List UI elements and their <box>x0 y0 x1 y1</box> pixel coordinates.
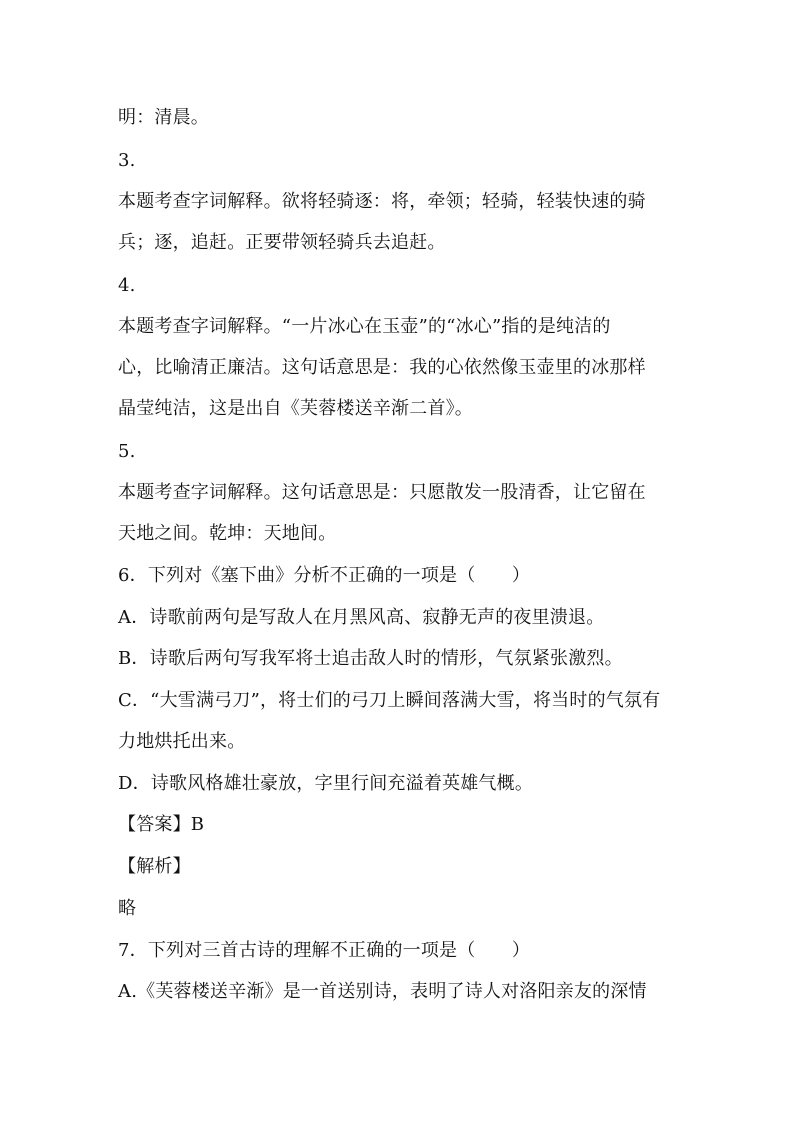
text-line: 本题考查字词解释。欲将轻骑逐：将，牵领；轻骑，轻装快速的骑 <box>118 191 646 212</box>
text-line: 晶莹纯洁，这是出自《芙蓉楼送辛渐二首》。 <box>118 398 473 419</box>
text-line: 心，比喻清正廉洁。这句话意思是：我的心依然像玉壶里的冰那样 <box>118 357 646 378</box>
text-line: 兵；逐，追赶。正要带领轻骑兵去追赶。 <box>118 232 446 253</box>
text-line: 本题考查字词解释。这句话意思是：只愿散发一股清香，让它留在 <box>118 482 646 503</box>
option-d: D．诗歌风格雄壮豪放，字里行间充溢着英雄气概。 <box>118 773 534 794</box>
question-stem: 6．下列对《塞下曲》分析不正确的一项是（ ） <box>118 565 531 586</box>
analysis-text: 略 <box>118 898 137 919</box>
text-line: 本题考查字词解释。“一片冰心在玉壶”的“冰心”指的是纯洁的 <box>118 316 611 337</box>
answer-label: 【答案】B <box>118 814 205 835</box>
text-line: 天地之间。乾坤：天地间。 <box>118 523 337 544</box>
question-stem: 7．下列对三首古诗的理解不正确的一项是（ ） <box>118 940 531 961</box>
question-number: 4. <box>118 275 136 296</box>
option-c: C．“大雪满弓刀”，将士们的弓刀上瞬间落满大雪，将当时的气氛有 <box>118 690 661 711</box>
question-number: 3. <box>118 150 136 171</box>
text-line: 力地烘托出来。 <box>118 731 246 752</box>
option-b: B．诗歌后两句写我军将士追击敌人时的情形，气氛紧张激烈。 <box>118 648 623 669</box>
question-number: 5. <box>118 441 136 462</box>
option-a: A.《芙蓉楼送辛渐》是一首送别诗，表明了诗人对洛阳亲友的深情 <box>118 981 647 1002</box>
option-a: A．诗歌前两句是写敌人在月黑风高、寂静无声的夜里溃退。 <box>118 607 605 628</box>
text-line: 明：清晨。 <box>118 107 209 128</box>
analysis-label: 【解析】 <box>118 856 191 877</box>
